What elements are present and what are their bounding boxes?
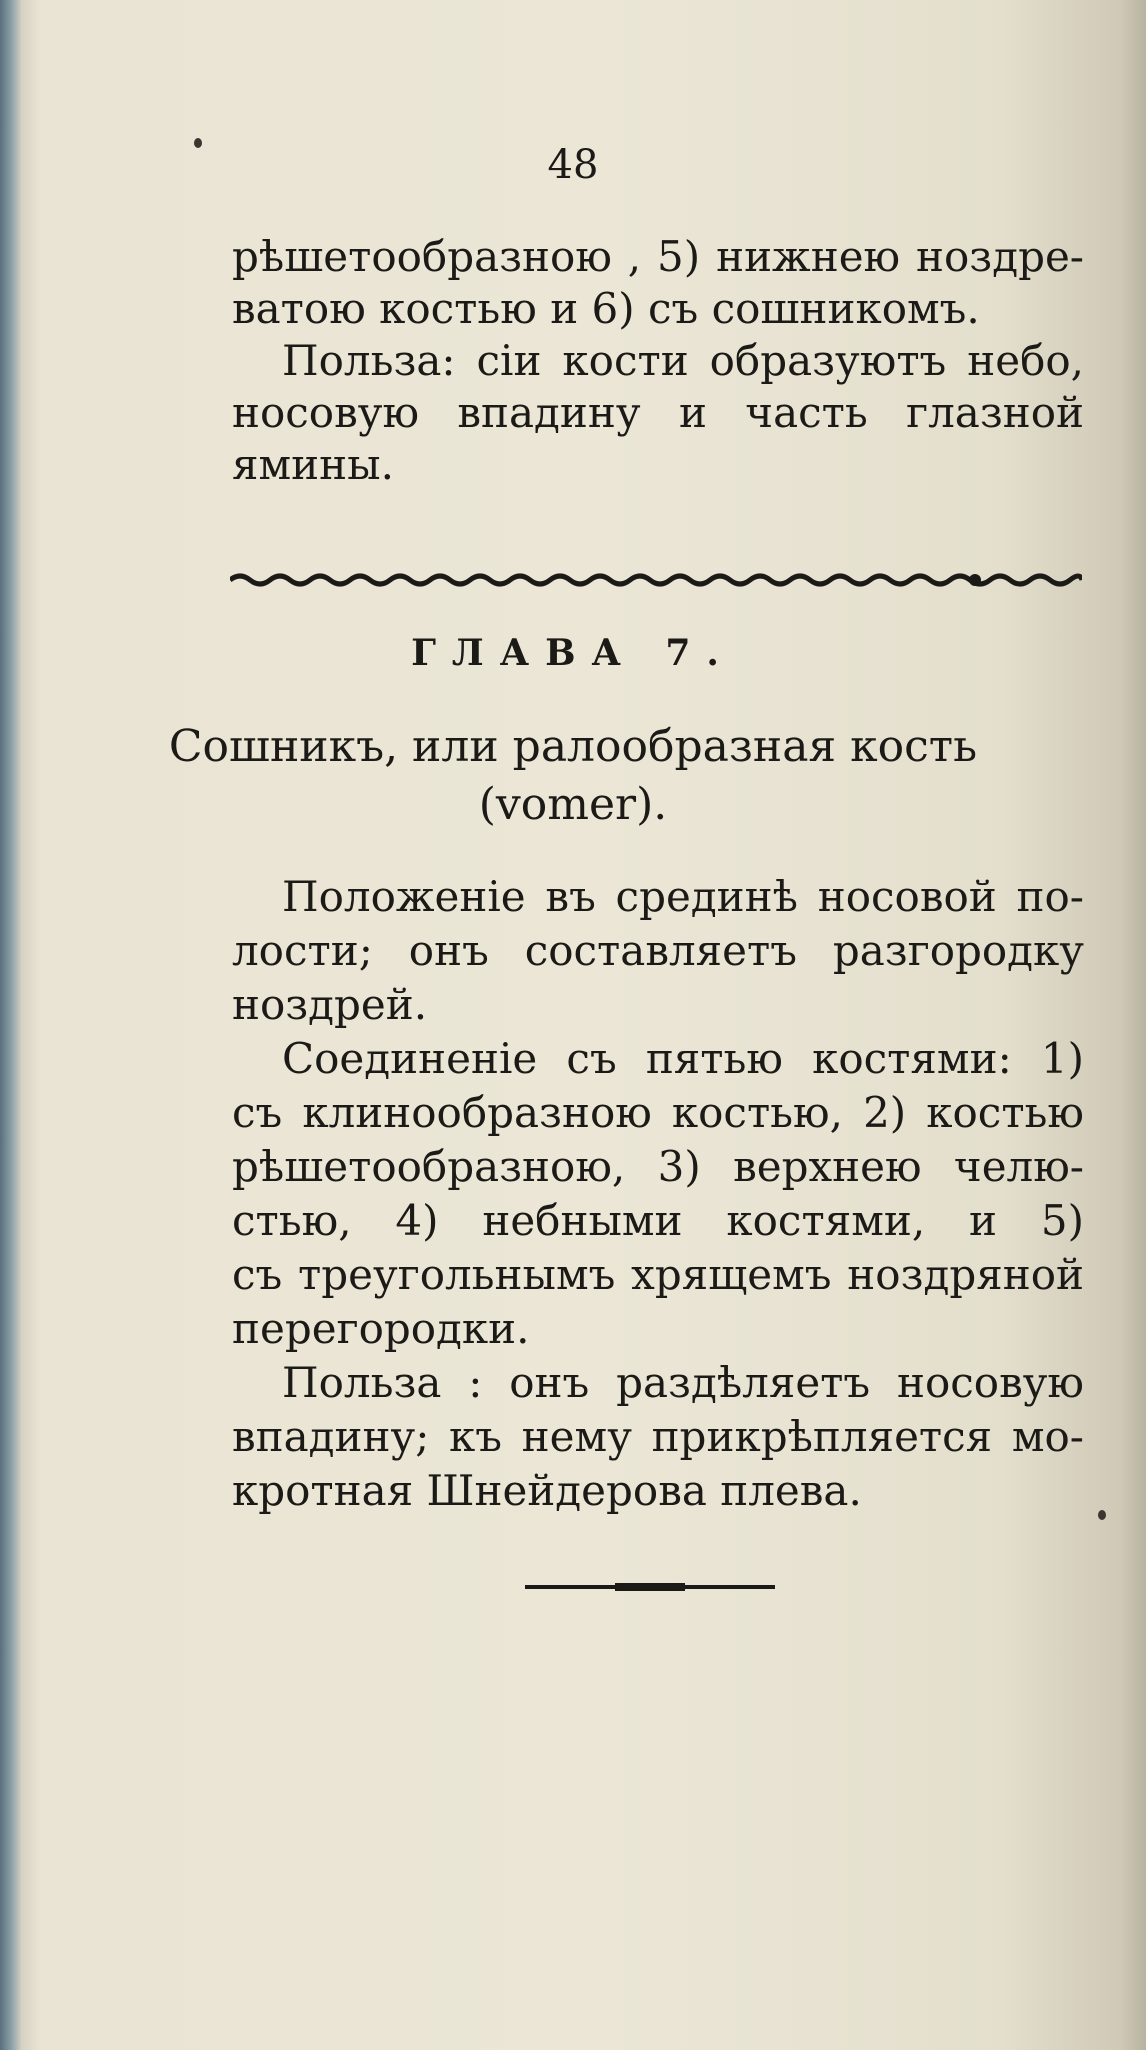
text-line: рѣшетообразною , 5) нижнею ноздре-: [232, 232, 1084, 281]
page-number: 48: [547, 142, 599, 188]
text-line: Польза: сіи кости образуютъ небо,: [282, 336, 1084, 385]
text-line: впадину; къ нему прикрѣпляется мо-: [232, 1412, 1084, 1461]
text-line: ноздрей.: [232, 980, 428, 1029]
text-line: съ треугольнымъ хрящемъ ноздряной: [232, 1250, 1084, 1299]
paper-spot: [194, 138, 202, 148]
text-line: стью, 4) небными костями, и 5): [232, 1196, 1084, 1245]
text-line: ватою костью и 6) съ сошникомъ.: [232, 284, 980, 333]
text-line: кротная Шнейдерова плева.: [232, 1466, 862, 1515]
end-rule: [525, 1582, 775, 1592]
text-line: Польза : онъ раздѣляетъ носовую: [282, 1358, 1084, 1407]
chapter-title-latin: (vomer).: [478, 779, 668, 830]
text-line: рѣшетообразною, 3) верхнею челю-: [232, 1142, 1084, 1191]
text-line: лости; онъ составляетъ разгородку: [232, 926, 1084, 975]
text-line: съ клинообразною костью, 2) костью: [232, 1088, 1084, 1137]
text-line: Положеніе въ срединѣ носовой по-: [282, 872, 1084, 921]
text-line: носовую впадину и часть глазной: [232, 388, 1084, 437]
text-line: перегородки.: [232, 1304, 530, 1353]
paper-spot: [1098, 1510, 1106, 1520]
chapter-title: Сошникъ, или ралообразная кость: [168, 721, 978, 772]
text-line: Соединеніе съ пятью костями: 1): [282, 1034, 1084, 1083]
ornamental-divider: [230, 570, 1082, 590]
chapter-heading: ГЛАВА 7.: [411, 632, 735, 674]
text-line: ямины.: [232, 440, 394, 489]
